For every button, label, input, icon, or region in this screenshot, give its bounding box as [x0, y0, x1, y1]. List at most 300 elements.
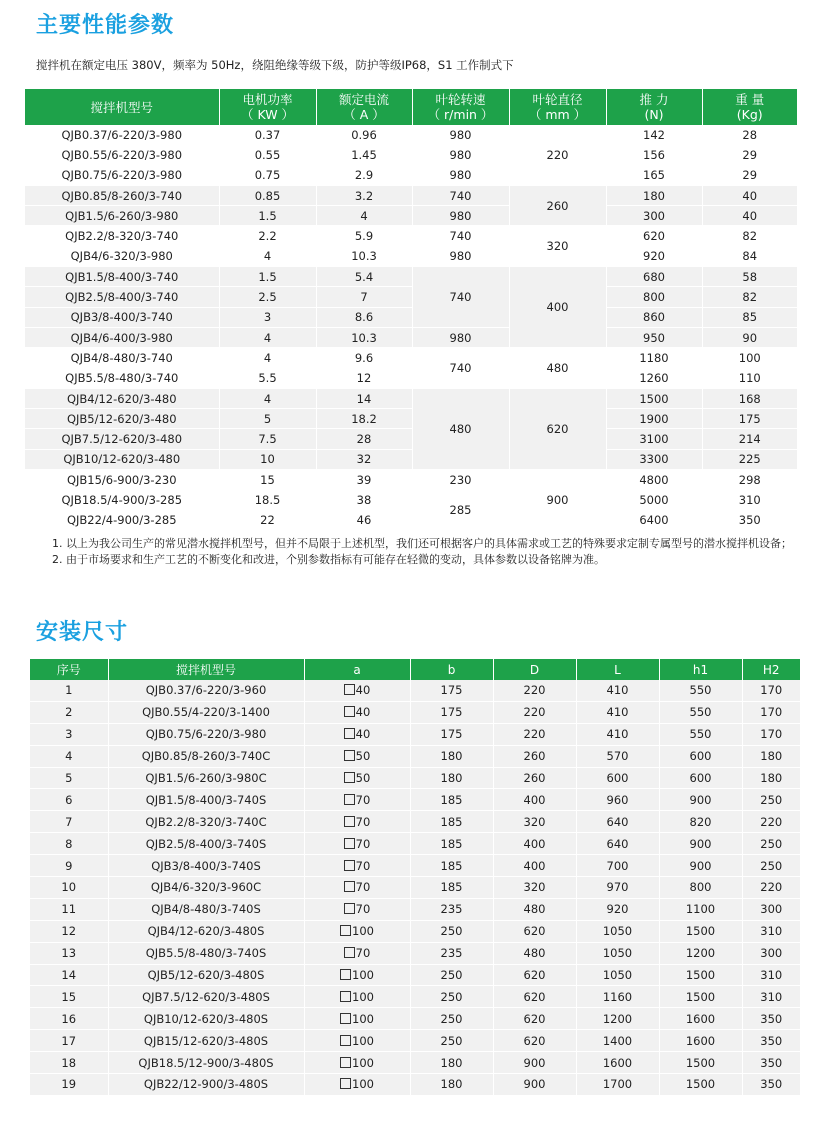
cell-5: 970 [576, 877, 659, 899]
cell-speed: 285 [412, 490, 509, 531]
cell-7: 300 [742, 942, 800, 964]
table-row [30, 1008, 800, 1030]
square-symbol-icon [340, 969, 351, 980]
cell-a-value: 70 [355, 902, 371, 917]
cell-a-value: 100 [352, 1033, 374, 1048]
table-row [25, 429, 797, 449]
cell-6: 550 [659, 723, 742, 745]
cell-4: 480 [493, 898, 576, 920]
cell-speed: 230 [412, 470, 509, 490]
table-row [25, 510, 797, 530]
cell-3: 180 [410, 1052, 493, 1074]
cell-power: 15 [219, 470, 316, 490]
square-symbol-icon [340, 925, 351, 936]
cell-a-value: 100 [352, 968, 374, 983]
cell-a-value: 70 [355, 836, 371, 851]
cell-5: 960 [576, 789, 659, 811]
cell-weight: 28 [702, 125, 797, 145]
cell-7: 250 [742, 833, 800, 855]
table-row [30, 986, 800, 1008]
cell-power: 18.5 [219, 490, 316, 510]
cell-diameter: 400 [509, 267, 606, 348]
cell-model: QJB4/6-400/3-980 [25, 327, 219, 347]
cell-a [304, 811, 410, 833]
table-row [25, 327, 797, 347]
cell-thrust: 165 [606, 165, 702, 185]
cell-a-value: 70 [355, 880, 371, 895]
table-row [25, 287, 797, 307]
cell-5: 600 [576, 767, 659, 789]
cell-model: QJB15/6-900/3-230 [25, 470, 219, 490]
cell-weight: 350 [702, 510, 797, 530]
cell-weight: 29 [702, 165, 797, 185]
table-row [25, 368, 797, 388]
cell-weight: 90 [702, 327, 797, 347]
cell-1: QJB5/12-620/3-480S [108, 964, 304, 986]
cell-6: 1200 [659, 942, 742, 964]
cell-a-value: 100 [352, 989, 374, 1004]
cell-power: 7.5 [219, 429, 316, 449]
cell-0: 15 [30, 986, 108, 1008]
cell-6: 1600 [659, 1030, 742, 1052]
cell-diameter: 220 [509, 125, 606, 185]
cell-a-value: 50 [355, 771, 371, 785]
cell-a [304, 1008, 410, 1030]
column-header-a: a [304, 659, 410, 680]
cell-7: 220 [742, 877, 800, 899]
table-row [30, 1030, 800, 1052]
cell-power: 0.85 [219, 185, 316, 205]
cell-7: 350 [742, 1030, 800, 1052]
cell-4: 220 [493, 680, 576, 701]
cell-thrust: 620 [606, 226, 702, 246]
square-symbol-icon [340, 1057, 351, 1068]
cell-3: 235 [410, 942, 493, 964]
cell-6: 1500 [659, 986, 742, 1008]
cell-a-value: 100 [352, 924, 374, 939]
cell-model: QJB10/12-620/3-480 [25, 449, 219, 469]
cell-a [304, 789, 410, 811]
cell-weight: 175 [702, 409, 797, 429]
square-symbol-icon [340, 1013, 351, 1024]
cell-4: 260 [493, 767, 576, 789]
cell-5: 1050 [576, 964, 659, 986]
square-symbol-icon [344, 947, 355, 958]
cell-power: 5 [219, 409, 316, 429]
cell-1: QJB15/12-620/3-480S [108, 1030, 304, 1052]
cell-6: 900 [659, 833, 742, 855]
cell-1: QJB0.85/8-260/3-740C [108, 745, 304, 767]
cell-model: QJB0.55/6-220/3-980 [25, 145, 219, 165]
cell-a-value: 100 [352, 1011, 374, 1026]
cell-6: 1500 [659, 920, 742, 942]
cell-a [304, 701, 410, 723]
cell-a-value: 70 [355, 858, 371, 873]
cell-thrust: 300 [606, 206, 702, 226]
cell-6: 800 [659, 877, 742, 899]
cell-thrust: 1260 [606, 368, 702, 388]
cell-1: QJB5.5/8-480/3-740S [108, 942, 304, 964]
cell-3: 185 [410, 877, 493, 899]
cell-diameter: 620 [509, 388, 606, 469]
column-header-speed: 叶轮转速 （ r/min ） [412, 89, 509, 125]
cell-3: 180 [410, 767, 493, 789]
installation-table [30, 659, 800, 1096]
cell-6: 900 [659, 789, 742, 811]
table-row [30, 723, 800, 745]
cell-power: 4 [219, 327, 316, 347]
cell-thrust: 3100 [606, 429, 702, 449]
cell-current: 8.6 [316, 307, 412, 327]
cell-7: 170 [742, 723, 800, 745]
cell-thrust: 6400 [606, 510, 702, 530]
table-row [25, 206, 797, 226]
cell-3: 250 [410, 1030, 493, 1052]
cell-3: 185 [410, 789, 493, 811]
cell-speed: 980 [412, 246, 509, 266]
cell-3: 180 [410, 745, 493, 767]
column-header-index: 序号 [30, 659, 108, 680]
section-title-installation: 安装尺寸 [36, 620, 129, 645]
cell-model: QJB4/6-320/3-980 [25, 246, 219, 266]
cell-a-value: 100 [352, 1055, 374, 1070]
cell-current: 5.4 [316, 267, 412, 287]
cell-7: 350 [742, 1008, 800, 1030]
cell-thrust: 3300 [606, 449, 702, 469]
column-header-power: 电机功率 （ KW ） [219, 89, 316, 125]
square-symbol-icon [344, 816, 355, 827]
cell-3: 250 [410, 920, 493, 942]
cell-3: 180 [410, 1074, 493, 1096]
cell-a [304, 986, 410, 1008]
cell-7: 250 [742, 855, 800, 877]
cell-0: 14 [30, 964, 108, 986]
cell-a-value: 40 [355, 705, 371, 720]
cell-0: 8 [30, 833, 108, 855]
cell-1: QJB18.5/12-900/3-480S [108, 1052, 304, 1074]
cell-a-value: 70 [355, 814, 371, 829]
cell-5: 1160 [576, 986, 659, 1008]
cell-power: 4 [219, 246, 316, 266]
table-row [25, 348, 797, 368]
cell-4: 900 [493, 1074, 576, 1096]
cell-6: 600 [659, 767, 742, 789]
table-row [30, 942, 800, 964]
cell-thrust: 142 [606, 125, 702, 145]
cell-a-value: 50 [355, 749, 371, 764]
column-header-h1: h1 [659, 659, 742, 680]
cell-0: 5 [30, 767, 108, 789]
cell-weight: 168 [702, 388, 797, 408]
table-row [30, 701, 800, 723]
cell-weight: 225 [702, 449, 797, 469]
cell-model: QJB4/8-480/3-740 [25, 348, 219, 368]
table-row [25, 185, 797, 205]
cell-a [304, 1052, 410, 1074]
cell-power: 4 [219, 348, 316, 368]
cell-thrust: 860 [606, 307, 702, 327]
cell-weight: 84 [702, 246, 797, 266]
column-header-b: b [410, 659, 493, 680]
cell-current: 3.2 [316, 185, 412, 205]
cell-thrust: 680 [606, 267, 702, 287]
square-symbol-icon [344, 860, 355, 871]
table-row [30, 1074, 800, 1096]
cell-4: 260 [493, 745, 576, 767]
cell-current: 4 [316, 206, 412, 226]
column-header-weight: 重 量 (Kg) [702, 89, 797, 125]
cell-4: 400 [493, 833, 576, 855]
cell-4: 620 [493, 1008, 576, 1030]
cell-1: QJB4/12-620/3-480S [108, 920, 304, 942]
cell-4: 620 [493, 920, 576, 942]
table-row [30, 745, 800, 767]
square-symbol-icon [344, 903, 355, 914]
table-row [25, 267, 797, 287]
cell-model: QJB1.5/6-260/3-980 [25, 206, 219, 226]
cell-a-value: 70 [355, 946, 371, 961]
cell-current: 39 [316, 470, 412, 490]
cell-thrust: 1500 [606, 388, 702, 408]
cell-power: 10 [219, 449, 316, 469]
cell-model: QJB2.5/8-400/3-740 [25, 287, 219, 307]
cell-weight: 40 [702, 185, 797, 205]
table-row [30, 898, 800, 920]
cell-4: 620 [493, 1030, 576, 1052]
cell-1: QJB2.5/8-400/3-740S [108, 833, 304, 855]
cell-a [304, 920, 410, 942]
cell-0: 3 [30, 723, 108, 745]
cell-model: QJB4/12-620/3-480 [25, 388, 219, 408]
table-row [30, 789, 800, 811]
cell-7: 350 [742, 1074, 800, 1096]
cell-current: 18.2 [316, 409, 412, 429]
cell-a [304, 723, 410, 745]
table-row [25, 388, 797, 408]
cell-model: QJB5.5/8-480/3-740 [25, 368, 219, 388]
cell-speed: 740 [412, 226, 509, 246]
cell-0: 16 [30, 1008, 108, 1030]
cell-0: 18 [30, 1052, 108, 1074]
cell-6: 1500 [659, 964, 742, 986]
column-header-d: D [493, 659, 576, 680]
cell-weight: 40 [702, 206, 797, 226]
square-symbol-icon [344, 728, 355, 739]
cell-7: 310 [742, 986, 800, 1008]
cell-4: 620 [493, 986, 576, 1008]
table-row [25, 307, 797, 327]
cell-a [304, 964, 410, 986]
cell-speed: 740 [412, 267, 509, 328]
table-row [25, 145, 797, 165]
cell-thrust: 156 [606, 145, 702, 165]
cell-1: QJB2.2/8-320/3-740C [108, 811, 304, 833]
cell-current: 1.45 [316, 145, 412, 165]
cell-3: 250 [410, 964, 493, 986]
column-header-diameter: 叶轮直径 （ mm ） [509, 89, 606, 125]
cell-a [304, 767, 410, 789]
cell-5: 570 [576, 745, 659, 767]
cell-thrust: 1180 [606, 348, 702, 368]
cell-5: 1600 [576, 1052, 659, 1074]
cell-current: 46 [316, 510, 412, 530]
cell-6: 600 [659, 745, 742, 767]
table-row [25, 449, 797, 469]
cell-4: 620 [493, 964, 576, 986]
cell-a-value: 70 [355, 792, 371, 807]
notes [36, 536, 798, 568]
cell-1: QJB10/12-620/3-480S [108, 1008, 304, 1030]
cell-0: 7 [30, 811, 108, 833]
cell-5: 640 [576, 811, 659, 833]
cell-7: 300 [742, 898, 800, 920]
cell-a [304, 1074, 410, 1096]
table-row [30, 811, 800, 833]
note-variation: 2. 由于市场要求和生产工艺的不断变化和改进，个别参数指标有可能存在轻微的变动，具体参数以设备铭牌为准。 [52, 553, 605, 566]
section-title-performance: 主要性能参数 [36, 13, 175, 38]
table-row [30, 964, 800, 986]
column-header-h2: H2 [742, 659, 800, 680]
square-symbol-icon [344, 750, 355, 761]
column-header-l: L [576, 659, 659, 680]
cell-7: 220 [742, 811, 800, 833]
table-row [30, 920, 800, 942]
table-row [25, 246, 797, 266]
cell-1: QJB0.75/6-220/3-980 [108, 723, 304, 745]
cell-5: 410 [576, 680, 659, 701]
cell-a [304, 680, 410, 701]
cell-weight: 214 [702, 429, 797, 449]
column-header-thrust: 推 力 (N) [606, 89, 702, 125]
square-symbol-icon [344, 684, 355, 695]
cell-7: 310 [742, 964, 800, 986]
cell-model: QJB0.75/6-220/3-980 [25, 165, 219, 185]
cell-4: 320 [493, 877, 576, 899]
cell-6: 1600 [659, 1008, 742, 1030]
cell-thrust: 800 [606, 287, 702, 307]
column-header-model: 搅拌机型号 [108, 659, 304, 680]
cell-model: QJB3/8-400/3-740 [25, 307, 219, 327]
cell-0: 17 [30, 1030, 108, 1052]
cell-weight: 58 [702, 267, 797, 287]
cell-7: 310 [742, 920, 800, 942]
cell-current: 7 [316, 287, 412, 307]
cell-7: 180 [742, 745, 800, 767]
cell-6: 820 [659, 811, 742, 833]
cell-4: 320 [493, 811, 576, 833]
cell-3: 250 [410, 1008, 493, 1030]
cell-0: 4 [30, 745, 108, 767]
cell-weight: 82 [702, 287, 797, 307]
cell-3: 185 [410, 833, 493, 855]
cell-current: 5.9 [316, 226, 412, 246]
cell-5: 1050 [576, 920, 659, 942]
cell-speed: 480 [412, 388, 509, 469]
table-row [25, 165, 797, 185]
cell-speed: 980 [412, 145, 509, 165]
cell-6: 550 [659, 680, 742, 701]
cell-thrust: 950 [606, 327, 702, 347]
cell-3: 185 [410, 855, 493, 877]
cell-current: 38 [316, 490, 412, 510]
cell-7: 180 [742, 767, 800, 789]
cell-1: QJB4/8-480/3-740S [108, 898, 304, 920]
cell-weight: 298 [702, 470, 797, 490]
cell-power: 0.75 [219, 165, 316, 185]
cell-1: QJB0.37/6-220/3-960 [108, 680, 304, 701]
cell-weight: 29 [702, 145, 797, 165]
cell-a [304, 1030, 410, 1052]
cell-model: QJB1.5/8-400/3-740 [25, 267, 219, 287]
cell-1: QJB22/12-900/3-480S [108, 1074, 304, 1096]
cell-0: 9 [30, 855, 108, 877]
cell-thrust: 5000 [606, 490, 702, 510]
cell-1: QJB4/6-320/3-960C [108, 877, 304, 899]
square-symbol-icon [344, 838, 355, 849]
cell-speed: 740 [412, 185, 509, 205]
cell-5: 1700 [576, 1074, 659, 1096]
cell-thrust: 180 [606, 185, 702, 205]
table-row [25, 409, 797, 429]
cell-3: 175 [410, 723, 493, 745]
cell-speed: 740 [412, 348, 509, 389]
column-header-model: 搅拌机型号 [25, 89, 219, 125]
cell-1: QJB0.55/4-220/3-1400 [108, 701, 304, 723]
square-symbol-icon [344, 881, 355, 892]
cell-current: 2.9 [316, 165, 412, 185]
cell-6: 1500 [659, 1074, 742, 1096]
cell-speed: 980 [412, 125, 509, 145]
cell-4: 220 [493, 701, 576, 723]
cell-a [304, 898, 410, 920]
table-row [30, 767, 800, 789]
installation-table-body [30, 680, 800, 1095]
cell-speed: 980 [412, 206, 509, 226]
cell-1: QJB1.5/6-260/3-980C [108, 767, 304, 789]
cell-model: QJB2.2/8-320/3-740 [25, 226, 219, 246]
cell-thrust: 4800 [606, 470, 702, 490]
cell-current: 9.6 [316, 348, 412, 368]
cell-model: QJB0.85/8-260/3-740 [25, 185, 219, 205]
table-header-row [25, 89, 797, 125]
table-row [25, 490, 797, 510]
cell-model: QJB7.5/12-620/3-480 [25, 429, 219, 449]
cell-0: 11 [30, 898, 108, 920]
cell-a-value: 40 [355, 727, 371, 742]
table-row [30, 1052, 800, 1074]
cell-power: 22 [219, 510, 316, 530]
cell-5: 1200 [576, 1008, 659, 1030]
square-symbol-icon [344, 794, 355, 805]
cell-power: 2.5 [219, 287, 316, 307]
cell-current: 10.3 [316, 327, 412, 347]
cell-a [304, 855, 410, 877]
table-row [25, 470, 797, 490]
cell-3: 185 [410, 811, 493, 833]
cell-power: 3 [219, 307, 316, 327]
cell-5: 410 [576, 701, 659, 723]
cell-current: 12 [316, 368, 412, 388]
cell-thrust: 1900 [606, 409, 702, 429]
cell-diameter: 900 [509, 470, 606, 531]
cell-6: 1500 [659, 1052, 742, 1074]
cell-7: 170 [742, 680, 800, 701]
cell-7: 250 [742, 789, 800, 811]
cell-0: 10 [30, 877, 108, 899]
cell-5: 1050 [576, 942, 659, 964]
square-symbol-icon [340, 1035, 351, 1046]
cell-current: 32 [316, 449, 412, 469]
